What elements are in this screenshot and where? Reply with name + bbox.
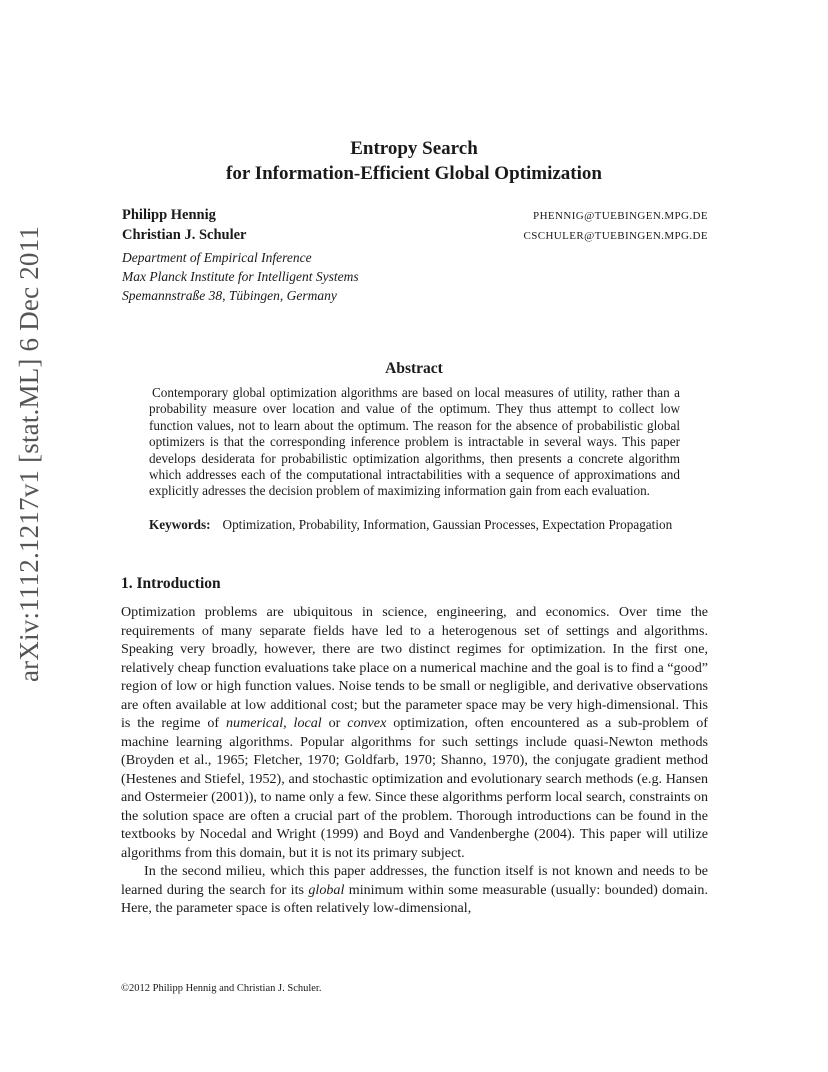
- author-row: [122, 207, 708, 227]
- title-line-2: for Information-Efficient Global Optimization: [226, 163, 602, 184]
- affiliation-block: [122, 248, 708, 305]
- paragraph-1: [121, 603, 708, 862]
- emphasis-numerical-local: numerical, local: [225, 715, 322, 731]
- abstract-text: Contemporary global optimization algorithms are based on local measures of utility, rather than a probability measure over location and value of the optimum. They thus attempt to collect low function values, not to learn about the optimum. The reason for the absence of probabilistic global optimizers is that the corresponding inference problem is intractable in several ways. This paper develops desiderata for probabilistic optimization algorithms, then presents a concrete algorithm which addresses each of the computational intractabilities with a sequence of approximations and explicitly adresses the decision problem of maximizing information gain from each evaluation.: [149, 385, 680, 499]
- paragraph-1-part-c: optimization, often encountered as a sub-problem of machine learning algorithms. Popular algorithms for such settings include quasi-Newton methods (Broyden et al., 1965; Fletcher, 1970; Goldfarb, 1970; Shanno, 1970), the conjugate gradient method (Hestenes and Stiefel, 1952), and stochastic optimization and evolutionary search methods (e.g. Hansen and Ostermeier (2001)), to name only a few. Since these algorithms perform local search, constraints on the solution space are often a crucial part of the problem. Thorough introductions can be found in the textbooks by Nocedal and Wright (1999) and Boyd and Vandenberghe (2004). This paper will utilize algorithms from this domain, but it is not its primary subject.: [121, 715, 708, 861]
- title-line-1: Entropy Search: [350, 138, 478, 159]
- author-email[interactable]: PHENNIG@TUEBINGEN.MPG.DE: [533, 210, 708, 222]
- author-name: Christian J. Schuler: [122, 227, 247, 243]
- abstract-heading: Abstract: [385, 360, 443, 377]
- paragraph-2-part-a: In the second milieu, which this paper addresses, the function itself is not known and needs to be learned during the search for its: [121, 863, 708, 898]
- paragraph-1-part-a: Optimization problems are ubiquitous in science, engineering, and economics. Over time the requirements of many separate fields have led to a heterogenous set of settings and algorithms. Speaking very broadly, however, there are two distinct regimes for optimization. In the first one, relatively cheap function evaluations take place on a numerical machine and the goal is to find a “good” region of low or high function values. Noise tends to be small or negligible, and derivative observations are often available at low additional cost; but the parameter space may be very high-dimensional. This is the regime of: [121, 604, 708, 731]
- affiliation-department: Department of Empirical Inference: [122, 250, 312, 265]
- author-row: [122, 227, 708, 247]
- arxiv-identifier: arXiv:1112.1217v1 [stat.ML] 6 Dec 2011: [14, 225, 44, 682]
- affiliation-institute: Max Planck Institute for Intelligent Systems: [122, 269, 359, 284]
- section-heading-introduction: 1. Introduction: [121, 575, 221, 592]
- author-name: Philipp Hennig: [122, 207, 216, 223]
- emphasis-global: global: [308, 881, 345, 898]
- paragraph-2-part-b: minimum within some measurable (usually: bounded) domain. Here, the parameter space is often relatively low-dimensional,: [121, 881, 708, 916]
- keywords: [149, 517, 680, 533]
- paper-title: [120, 136, 708, 186]
- copyright-notice: ©2012 Philipp Hennig and Christian J. Schuler.: [121, 983, 322, 994]
- author-email[interactable]: CSCHULER@TUEBINGEN.MPG.DE: [523, 230, 708, 242]
- paragraph-2: [121, 862, 708, 918]
- emphasis-convex: convex: [347, 715, 387, 731]
- introduction-body: [121, 603, 708, 918]
- affiliation-address: Spemannstraße 38, Tübingen, Germany: [122, 288, 337, 303]
- keywords-label: Keywords:: [149, 517, 211, 532]
- paragraph-1-part-b: or: [321, 715, 348, 731]
- author-block: [122, 207, 708, 305]
- keywords-text: Optimization, Probability, Information, Gaussian Processes, Expectation Propagation: [222, 517, 673, 532]
